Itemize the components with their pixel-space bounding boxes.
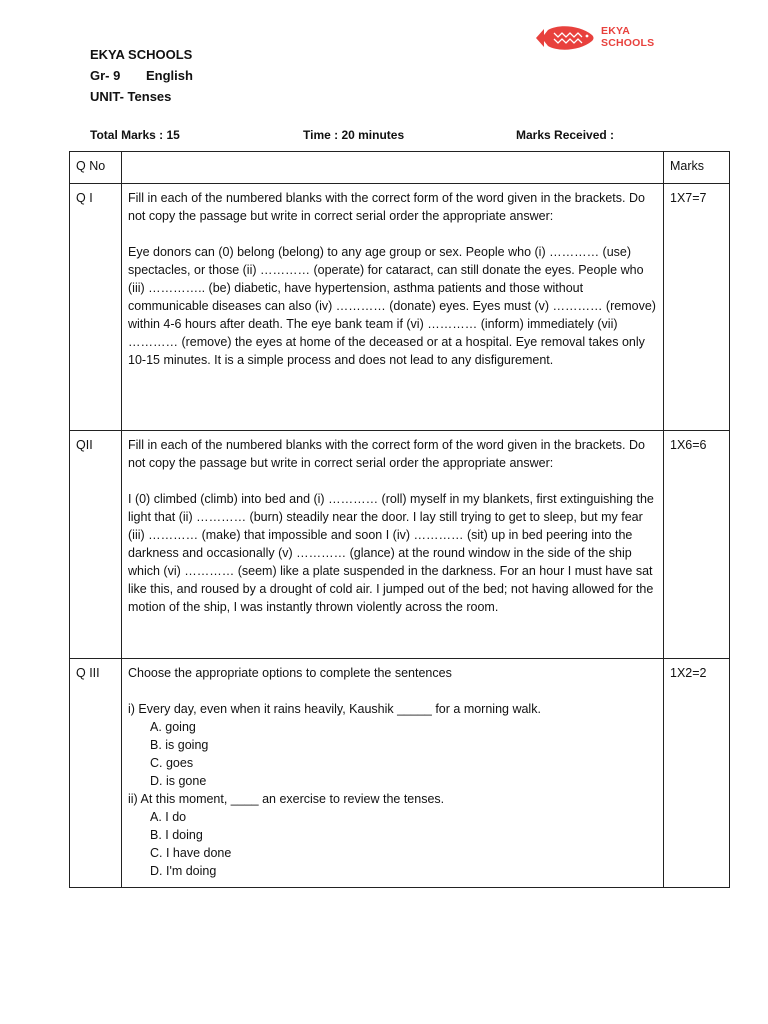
question-number: QII — [70, 431, 122, 659]
question-passage: Eye donors can (0) belong (belong) to any age group or sex. People who (i) ………… (use) spectacles, or those (ii) ………… (operate) for cataract, can still donate the eyes. People who (iii) ………….. (be) diabetic, have hypertension, asthma patients and those without communicable diseases can also (iv) ………… (donate) eyes. Eyes must (v) ………… (remove) within 4-6 hours after death. The eye bank team if (vi) ………… (inform) immediately (vii) ………… (remove) the eyes at home of the deceased or at a hospital. Eye removal takes only 10-15 minutes. It is a simple process and does not lead to any disfigurement. — [128, 245, 656, 367]
grade-subject-line — [90, 68, 193, 84]
answer-option: D. I'm doing — [150, 864, 217, 878]
question-instruction: Fill in each of the numbered blanks with the correct form of the word given in the brackets. Do not copy the passage but write in correct serial order the appropriate answer: — [128, 438, 645, 470]
question-body — [122, 184, 664, 431]
answer-option: C. I have done — [150, 846, 232, 860]
question-table — [69, 151, 730, 888]
question-marks: 1X6=6 — [664, 431, 730, 659]
table-header-row — [70, 152, 730, 184]
answer-option: B. I doing — [150, 828, 203, 842]
table-row — [70, 659, 730, 888]
answer-option: C. goes — [150, 756, 194, 770]
col-header-marks: Marks — [664, 152, 730, 184]
marks-received: Marks Received : — [516, 128, 615, 142]
fish-logo-icon — [534, 24, 596, 52]
table-row — [70, 431, 730, 659]
question-body — [122, 431, 664, 659]
time-allowed: Time : 20 minutes — [303, 128, 405, 142]
question-passage: I (0) climbed (climb) into bed and (i) ………… (roll) myself in my blankets, first extinguishing the light that (ii) ………… (burn) steadily near the door. I lay still trying to get to sleep, but my fear (iii) ………… (make) that impossible and soon I (iv) ………… (sit) up in bed peering into the darkness and occasionally (v) ………… (glance) at the round window in the side of the ship which (vi) ………… (seem) like a plate suspended in the darkness. For an hour I must have sat like this, and roused by a drought of cold air. I jumped out of the bed; not having allowed for the motion of the ship, I was instantly thrown violently across the room. — [128, 492, 654, 614]
answer-option: D. is gone — [150, 774, 207, 788]
answer-option: B. is going — [150, 738, 209, 752]
question-instruction: Fill in each of the numbered blanks with the correct form of the word given in the brackets. Do not copy the passage but write in correct serial order the appropriate answer: — [128, 191, 645, 223]
logo-text — [601, 25, 654, 49]
total-marks: Total Marks : 15 — [90, 128, 180, 142]
question-number: Q I — [70, 184, 122, 431]
sub-question: ii) At this moment, ____ an exercise to review the tenses. — [128, 792, 445, 806]
sub-question: i) Every day, even when it rains heavily, Kaushik _____ for a morning walk. — [128, 702, 541, 716]
school-logo — [534, 24, 658, 54]
question-body — [122, 659, 664, 888]
logo-line2: SCHOOLS — [601, 37, 655, 49]
question-instruction: Choose the appropriate options to complete the sentences — [128, 666, 452, 680]
col-header-qno: Q No — [70, 152, 122, 184]
answer-option: A. going — [150, 720, 196, 734]
col-header-question — [122, 152, 664, 184]
question-number: Q III — [70, 659, 122, 888]
logo-line1: EKYA — [601, 25, 631, 37]
question-marks: 1X2=2 — [664, 659, 730, 888]
unit-title: UNIT- Tenses — [90, 89, 172, 104]
school-name: EKYA SCHOOLS — [90, 47, 193, 62]
answer-option: A. I do — [150, 810, 187, 824]
question-marks: 1X7=7 — [664, 184, 730, 431]
table-row — [70, 184, 730, 431]
grade: Gr- 9 — [90, 68, 121, 83]
subject: English — [146, 68, 193, 83]
